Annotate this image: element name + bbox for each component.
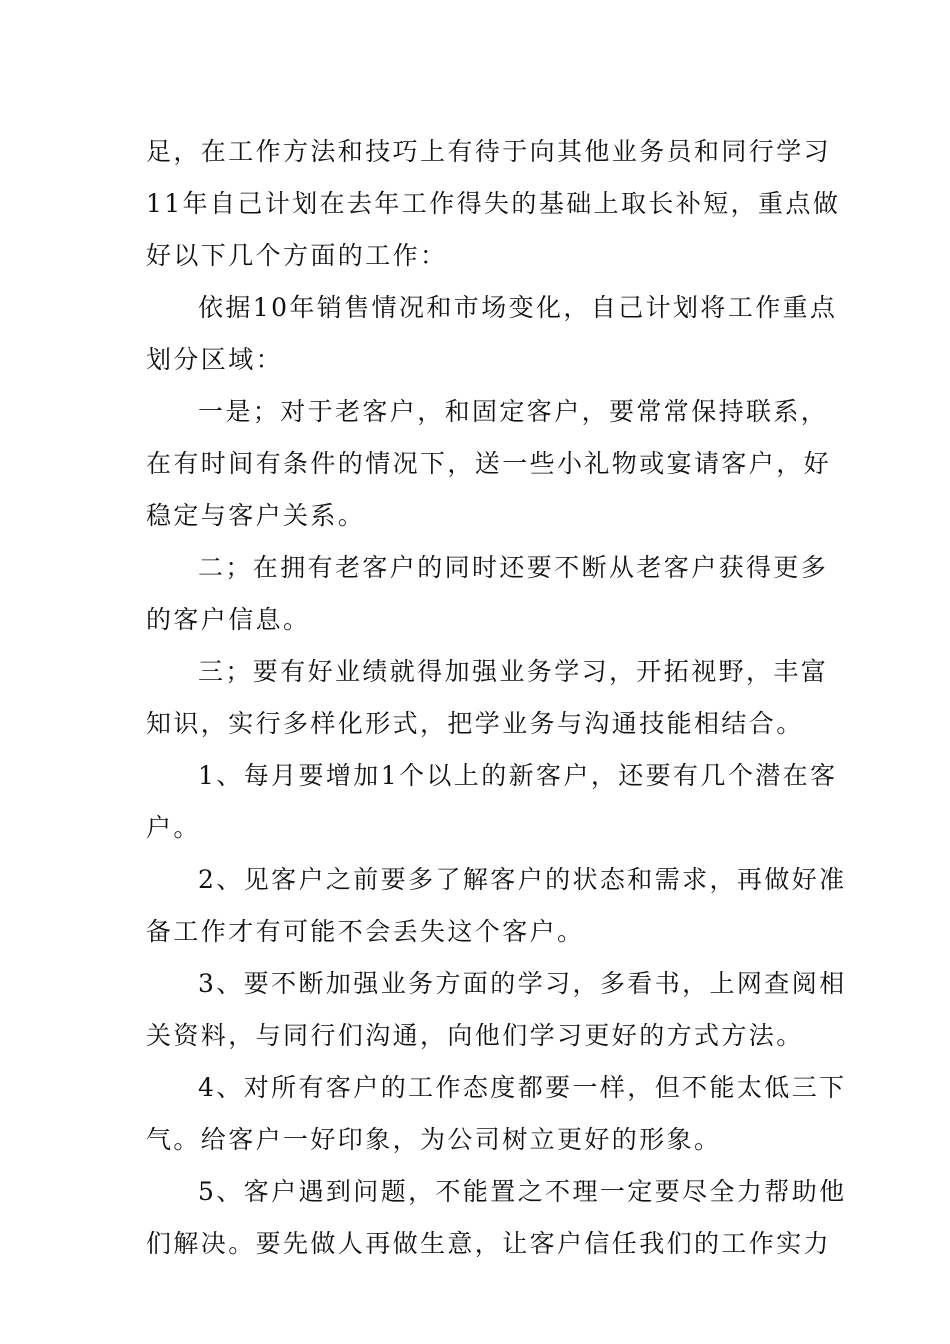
text-line: 们解决。要先做人再做生意，让客户信任我们的工作实力: [146, 1229, 832, 1258]
text-line: 稳定与客户关系。: [146, 501, 366, 530]
paragraph-start-line: 二；在拥有老客户的同时还要不断从老客户获得更多: [198, 553, 829, 582]
paragraph-start-line: 1、每月要增加1个以上的新客户，还要有几个潜在客: [198, 761, 838, 790]
paragraph-start-line: 4、对所有客户的工作态度都要一样，但不能太低三下: [198, 1073, 847, 1102]
document-body: [146, 126, 847, 1270]
paragraph-start-line: 2、见客户之前要多了解客户的状态和需求，再做好准: [198, 865, 847, 894]
text-line: 足，在工作方法和技巧上有待于向其他业务员和同行学习: [146, 137, 832, 166]
text-line: 备工作才有可能不会丢失这个客户。: [146, 917, 585, 946]
text-line: 气。给客户一好印象，为公司树立更好的形象。: [146, 1125, 722, 1154]
paragraph-start-line: 3、要不断加强业务方面的学习，多看书，上网查阅相: [198, 969, 847, 998]
text-line: 11年自己计划在去年工作得失的基础上取长补短，重点做: [146, 189, 841, 218]
paragraph-start-line: 5、客户遇到问题，不能置之不理一定要尽全力帮助他: [198, 1177, 847, 1206]
text-line: 划分区域：: [146, 345, 284, 374]
text-line: 好以下几个方面的工作：: [146, 241, 448, 270]
paragraph-start-line: 依据10年销售情况和市场变化，自己计划将工作重点: [198, 293, 838, 322]
paragraph-start-line: 三；要有好业绩就得加强业务学习，开拓视野，丰富: [198, 657, 829, 686]
text-line: 户。: [146, 813, 201, 842]
text-line: 的客户信息。: [146, 605, 311, 634]
text-line: 知识，实行多样化形式，把学业务与沟通技能相结合。: [146, 709, 804, 738]
paragraph-start-line: 一是；对于老客户，和固定客户，要常常保持联系，: [198, 397, 829, 426]
text-line: 关资料，与同行们沟通，向他们学习更好的方式方法。: [146, 1021, 804, 1050]
text-line: 在有时间有条件的情况下，送一些小礼物或宴请客户，好: [146, 449, 832, 478]
